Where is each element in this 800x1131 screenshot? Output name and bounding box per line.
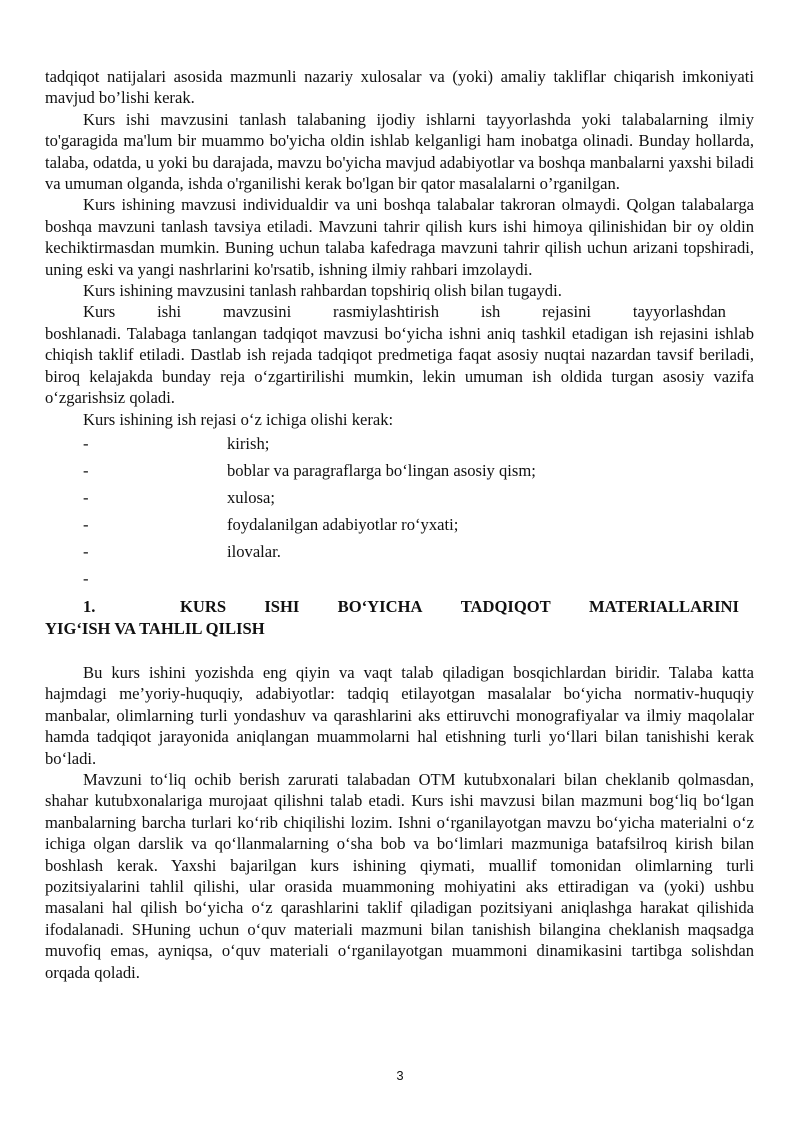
list-item bbox=[45, 511, 754, 538]
page-number: 3 bbox=[396, 1068, 404, 1083]
section-title-line2: YIG‘ISH VA TAHLIL QILISH bbox=[45, 618, 265, 638]
word: ishi bbox=[157, 302, 182, 322]
word: mavzusini bbox=[222, 302, 292, 322]
word: tayyorlashdan bbox=[632, 302, 726, 322]
list-dash: - bbox=[83, 487, 89, 507]
title-word: MATERIALLARINI bbox=[589, 596, 739, 616]
list-dash: - bbox=[83, 433, 89, 453]
paragraph-first-line bbox=[45, 301, 754, 322]
list-dash: - bbox=[83, 568, 89, 588]
word: Kurs bbox=[83, 302, 116, 322]
list-item bbox=[45, 457, 754, 484]
word: ish bbox=[480, 302, 501, 322]
page-body bbox=[45, 66, 754, 983]
list-item bbox=[45, 430, 754, 457]
paragraph: Kurs ishi mavzusini tanlash talabaning ijodiy ishlarni tayyorlashda yoki talabalarning ilmiy to'garagida ma'lum bir muammo bo'yicha oldin ishlab kelganligi ham inobatga olinadi. Bunday hollarda, talaba, odatda, u yoki bu darajada, mavzu bo'yicha mavjud adabiyotlar va boshqa manbalarni yaxshi biladi va umuman olganda, ishda o'rganilishi kerak bo'lgan bir qator masalalarni o’rganilgan. bbox=[45, 109, 754, 194]
word: rasmiylashtirish bbox=[333, 302, 440, 322]
section-heading-line bbox=[45, 596, 754, 618]
word: rejasini bbox=[542, 302, 591, 322]
paragraph: Kurs ishining mavzusi individualdir va uni boshqa talabalar takroran olmaydi. Qolgan talabalarga boshqa mavzuni tanlash tavsiya etiladi. Mavzuni tahrir qilish kurs ishi himoya qilinishidan bir oy oldin kechiktirmasdan mumkin. Buning uchun talaba kafedraga mavzuni tahrir qilish uchun arizani topshiradi, uning eski va yangi nashrlarini ko'rsatib, ishning ilmiy rahbari imzolaydi. bbox=[45, 195, 754, 279]
spacer bbox=[45, 640, 754, 662]
list-item-text: ilovalar. bbox=[227, 541, 281, 561]
paragraph: tadqiqot natijalari asosida mazmunli nazariy xulosalar va (yoki) amaliy takliflar chiqarish imkoniyati mavjud bo’lishi kerak. bbox=[45, 67, 754, 108]
plan-list bbox=[45, 430, 754, 588]
list-item-empty bbox=[45, 565, 754, 588]
title-word: BO‘YICHA bbox=[337, 596, 423, 616]
title-word: KURS bbox=[180, 596, 227, 616]
list-dash: - bbox=[83, 541, 89, 561]
paragraph: boshlanadi. Talabaga tanlangan tadqiqot mavzusi bo‘yicha ishni aniq tashkil etadigan ish rejasini ishlab chiqish taklif etiladi. Dastlab ish rejada tadqiqot predmetiga faqat asosiy nuqtai nazardan tavsif beriladi, biroq kelajakda bunday reja o‘zgartirilishi mumkin, lekin umuman ish oldida turgan asosiy vazifa o‘zgarishsiz qoladi. bbox=[45, 323, 754, 408]
section-title-words bbox=[180, 596, 739, 618]
list-item-text: foydalanilgan adabiyotlar ro‘yxati; bbox=[227, 514, 459, 534]
list-item bbox=[45, 484, 754, 511]
paragraph: Bu kurs ishini yozishda eng qiyin va vaqt talab qiladigan bosqichlardan biridir. Talaba katta hajmdagi me’yoriy-huquqiy, adabiyotlar: tadqiq etilayotgan masalalar bo‘yicha normativ-huquqiy manbalar, olimlarning turli yondashuv va qarashlarini aks ettiruvchi monografiyalar va ilmiy maqolalar hamda tadqiqot jarayonida aniqlangan muammolarni hal etishning turli yo‘llari bilan tanishishi kerak bo‘ladi. bbox=[45, 662, 754, 768]
list-item-text: boblar va paragraflarga bo‘lingan asosiy qism; bbox=[227, 460, 536, 480]
list-item-text: xulosa; bbox=[227, 487, 275, 507]
section-number: 1. bbox=[83, 596, 96, 616]
paragraph: Mavzuni to‘liq ochib berish zarurati talabadan OTM kutubxonalari bilan cheklanib qolmasdan, shahar kutubxonalariga murojaat qilishni talab etadi. Kurs ishi mavzusi bilan mazmuni bog‘liq bo‘lgan manbalarning barcha turlari ko‘rib chiqilishi lozim. Ishni o‘rganilayotgan mavzu bo‘yicha materialni o‘z ichiga olgan darslik va qo‘llanmalarning o‘sha bob va bo‘limlari mazmuniga batafsilroq kirish bilan boshlash kerak. Yaxshi bajarilgan kurs ishining qiymati, muallif tomonidan olimlarning turli pozitsiyalarini tahlil qilishi, ular orasida muammoning mohiyatini aks ettiradigan va (yoki) ushbu masalani hal qilish bo‘yicha o‘z qarashlarini taklif qiladigan pozitsiyani aniqlashga harakat qilishida ifodalanadi. SHuning uchun o‘quv materiali mazmuni bilan tanishish bilangina cheklanish maqsadga muvofiq emas, ayniqsa, o‘quv materiali o‘rganilayotgan muammoni dinamikasini tartibga solishdan orqada qoladi. bbox=[45, 769, 754, 982]
title-word: ISHI bbox=[264, 596, 300, 616]
list-item-text: kirish; bbox=[227, 433, 270, 453]
section-heading bbox=[45, 596, 754, 640]
paragraph: Kurs ishining ish rejasi o‘z ichiga olishi kerak: bbox=[83, 409, 394, 429]
list-item bbox=[45, 538, 754, 565]
title-word: TADQIQOT bbox=[460, 596, 551, 616]
list-dash: - bbox=[83, 514, 89, 534]
paragraph: Kurs ishining mavzusini tanlash rahbardan topshiriq olish bilan tugaydi. bbox=[83, 281, 562, 301]
list-dash: - bbox=[83, 460, 89, 480]
